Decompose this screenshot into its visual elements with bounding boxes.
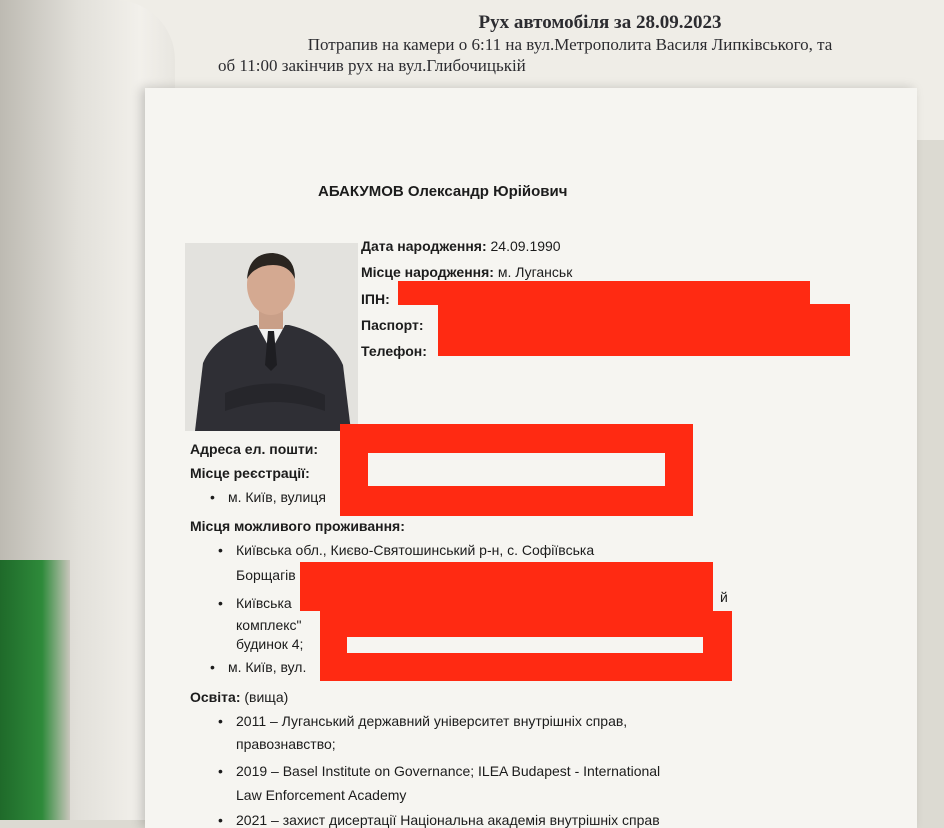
ipn-redaction	[398, 281, 810, 305]
education-item-1: • 2011 – Луганський державний університет внутрішніх справ,	[236, 713, 627, 729]
education-header	[190, 689, 288, 705]
birth-date-label: Дата народження:	[361, 238, 487, 254]
education-item-2-cont: Law Enforcement Academy	[236, 787, 407, 803]
phone-row	[361, 343, 427, 359]
birth-place-label: Місце народження:	[361, 264, 494, 280]
email-label: Адреса ел. пошти:	[190, 441, 319, 457]
residence-item-2-cont-2: будинок 4;	[236, 636, 304, 652]
education-item-2: • 2019 – Basel Institute on Governance; ILEA Budapest - International	[236, 763, 660, 779]
ipn-label: ІПН:	[361, 291, 390, 307]
movement-line-2: об 11:00 закінчив рух на вул.Глибочицькій	[218, 56, 526, 75]
ipn-row	[361, 291, 390, 307]
person-photo	[185, 243, 358, 431]
registration-item: • м. Київ, вулиця	[228, 489, 326, 505]
person-photo-image	[185, 243, 358, 431]
car-movement-header	[210, 12, 930, 76]
residence-label: Місця можливого проживання:	[190, 518, 405, 534]
education-item-1-cont: правознавство;	[236, 736, 336, 752]
birth-place-value: м. Луганськ	[497, 264, 573, 280]
passport-label: Паспорт:	[361, 317, 424, 333]
education-level: (вища)	[244, 689, 289, 705]
residence-item-2-cont: комплекс"	[236, 617, 302, 633]
residence-redaction-gap	[347, 637, 703, 653]
residence-item-1-cont: Борщагів	[236, 567, 296, 583]
phone-label: Телефон:	[361, 343, 427, 359]
birth-date-row	[361, 238, 561, 254]
education-label: Освіта:	[190, 689, 241, 705]
residence-item-1: • Київська обл., Києво-Святошинський р-н, с. Софіївська	[236, 542, 594, 558]
passport-phone-redaction	[438, 304, 850, 356]
registration-row	[190, 465, 310, 481]
birth-date-value: 24.09.1990	[490, 238, 561, 254]
residence-item-3: • м. Київ, вул.	[228, 659, 306, 675]
registration-label: Місце реєстрації:	[190, 465, 310, 481]
person-name: АБАКУМОВ Олександр Юрійович	[318, 183, 568, 200]
passport-row	[361, 317, 424, 333]
residence-item-2-tail: й	[720, 589, 728, 605]
residence-item-2: • Київська	[236, 595, 292, 611]
residence-redaction-1	[300, 562, 713, 611]
email-row	[190, 441, 318, 457]
green-folder-edge	[0, 560, 70, 820]
movement-line-1: Потрапив на камери о 6:11 на вул.Метрополита Василя Липківського, та	[307, 35, 833, 54]
education-item-3: • 2021 – захист дисертації Національна академія внутрішніх справ	[236, 812, 660, 828]
residence-header	[190, 518, 405, 534]
movement-title: Рух автомобіля за 28.09.2023	[478, 12, 722, 33]
birth-place-row	[361, 264, 572, 280]
redaction-inner-gap	[368, 453, 665, 486]
